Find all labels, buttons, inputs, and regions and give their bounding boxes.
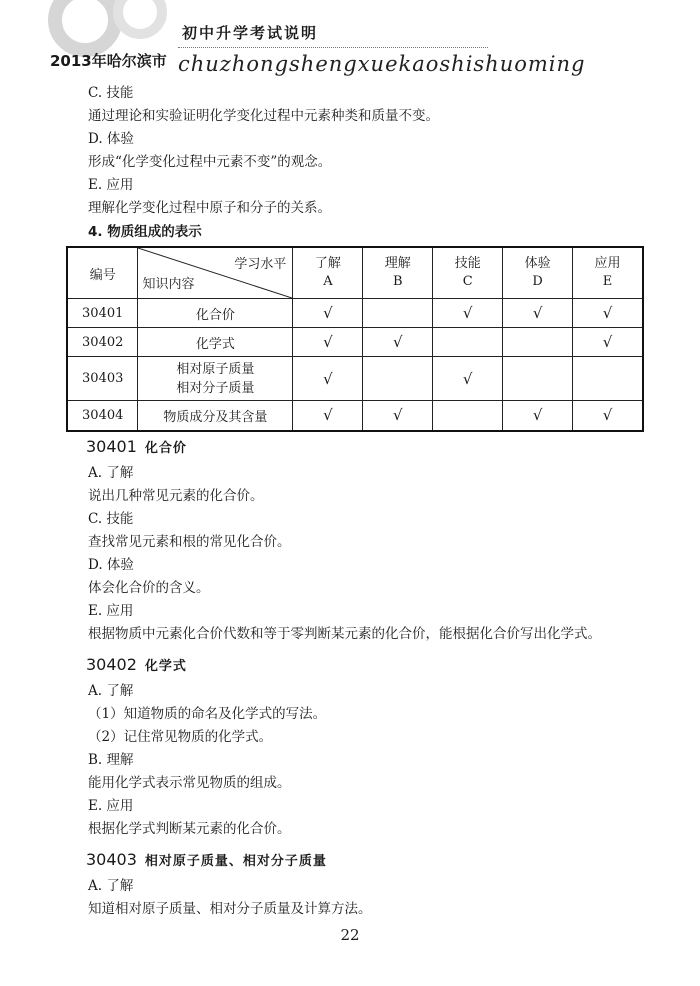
section-heading [86, 847, 648, 875]
diag-top-label: 学习水平 [234, 257, 287, 272]
text-line: 根据化学式判断某元素的化合价。 [88, 820, 291, 837]
text-line: A. 了解 [88, 682, 134, 699]
header-rule [178, 47, 488, 48]
text-line: 查找常见元素和根的常见化合价。 [88, 533, 291, 550]
section-code: 30401 [86, 436, 137, 456]
row-content: 化学式 [138, 328, 293, 357]
block-label: D. 体验 [88, 131, 134, 147]
knowledge-level-table [66, 246, 644, 432]
check-mark: √ [293, 328, 363, 357]
section-title: 化合价 [144, 440, 187, 456]
level-header: 技能 C [433, 247, 503, 299]
text-line: C. 技能 [88, 510, 134, 527]
row-content [138, 357, 293, 401]
diag-bottom-label: 知识内容 [142, 277, 195, 292]
check-mark [433, 328, 503, 357]
block-text: 理解化学变化过程中原子和分子的关系。 [88, 200, 331, 216]
check-mark: √ [573, 328, 643, 357]
table-header-row [67, 247, 643, 299]
row-id: 30402 [67, 328, 138, 357]
block-label: C. 技能 [88, 85, 134, 101]
text-line: E. 应用 [88, 797, 134, 814]
block-text: 通过理论和实验证明化学变化过程中元素种类和质量不变。 [88, 108, 439, 124]
block-label: E. 应用 [88, 177, 134, 193]
check-mark: √ [503, 299, 573, 328]
text-line: A. 了解 [88, 464, 134, 481]
diagonal-header [138, 247, 293, 299]
row-id: 30403 [67, 357, 138, 401]
check-mark: √ [363, 328, 433, 357]
check-mark: √ [433, 357, 503, 401]
check-mark: √ [503, 401, 573, 431]
header-title: 初中升学考试说明 [182, 24, 319, 42]
header-pinyin: chuzhongshengxuekaoshishuoming [178, 52, 586, 76]
table-row [67, 401, 643, 431]
check-mark: √ [293, 299, 363, 328]
check-mark: √ [293, 401, 363, 431]
section-heading [86, 652, 648, 680]
row-content: 物质成分及其含量 [138, 401, 293, 431]
row-content-line: 相对分子质量 [176, 380, 255, 396]
check-mark: √ [573, 401, 643, 431]
text-line: 能用化学式表示常见物质的组成。 [88, 774, 291, 791]
text-line: 知道相对原子质量、相对分子质量及计算方法。 [88, 900, 372, 917]
text-line: 根据物质中元素化合价代数和等于零判断某元素的化合价，能根据化合价写出化学式。 [88, 625, 601, 642]
section-code: 30403 [86, 849, 137, 869]
text-line: 说出几种常见元素的化合价。 [88, 487, 264, 504]
text-line: E. 应用 [88, 602, 134, 619]
text-line: （1）知道物质的命名及化学式的写法。 [88, 705, 327, 722]
table-row [67, 357, 643, 401]
check-mark: √ [433, 299, 503, 328]
section-heading [86, 434, 648, 462]
table-row [67, 299, 643, 328]
check-mark [363, 357, 433, 401]
check-mark [503, 357, 573, 401]
check-mark [503, 328, 573, 357]
table-row [67, 328, 643, 357]
text-line: B. 理解 [88, 751, 134, 768]
check-mark [363, 299, 433, 328]
section-code: 30402 [86, 654, 137, 674]
check-mark: √ [573, 299, 643, 328]
row-id: 30401 [67, 299, 138, 328]
block-text: 形成“化学变化过程中元素不变”的观念。 [88, 154, 332, 170]
text-line: 体会化合价的含义。 [88, 579, 210, 596]
header-city: 2013年哈尔滨市 [50, 52, 167, 70]
check-mark: √ [293, 357, 363, 401]
row-content: 化合价 [138, 299, 293, 328]
text-line: （2）记住常见物质的化学式。 [88, 728, 273, 745]
section-4-title: 4. 物质组成的表示 [88, 224, 202, 240]
check-mark [573, 357, 643, 401]
text-line: A. 了解 [88, 877, 134, 894]
level-header: 了解 A [293, 247, 363, 299]
level-header: 应用 E [573, 247, 643, 299]
row-id: 30404 [67, 401, 138, 431]
page-content [82, 82, 648, 921]
row-content-line: 相对原子质量 [176, 361, 255, 377]
section-title: 相对原子质量、相对分子质量 [144, 853, 327, 869]
level-header: 理解 B [363, 247, 433, 299]
header-id: 编号 [67, 247, 138, 299]
level-header: 体验 D [503, 247, 573, 299]
check-mark [433, 401, 503, 431]
section-title: 化学式 [144, 658, 187, 674]
check-mark: √ [363, 401, 433, 431]
text-line: D. 体验 [88, 556, 134, 573]
page-number: 22 [340, 926, 360, 944]
